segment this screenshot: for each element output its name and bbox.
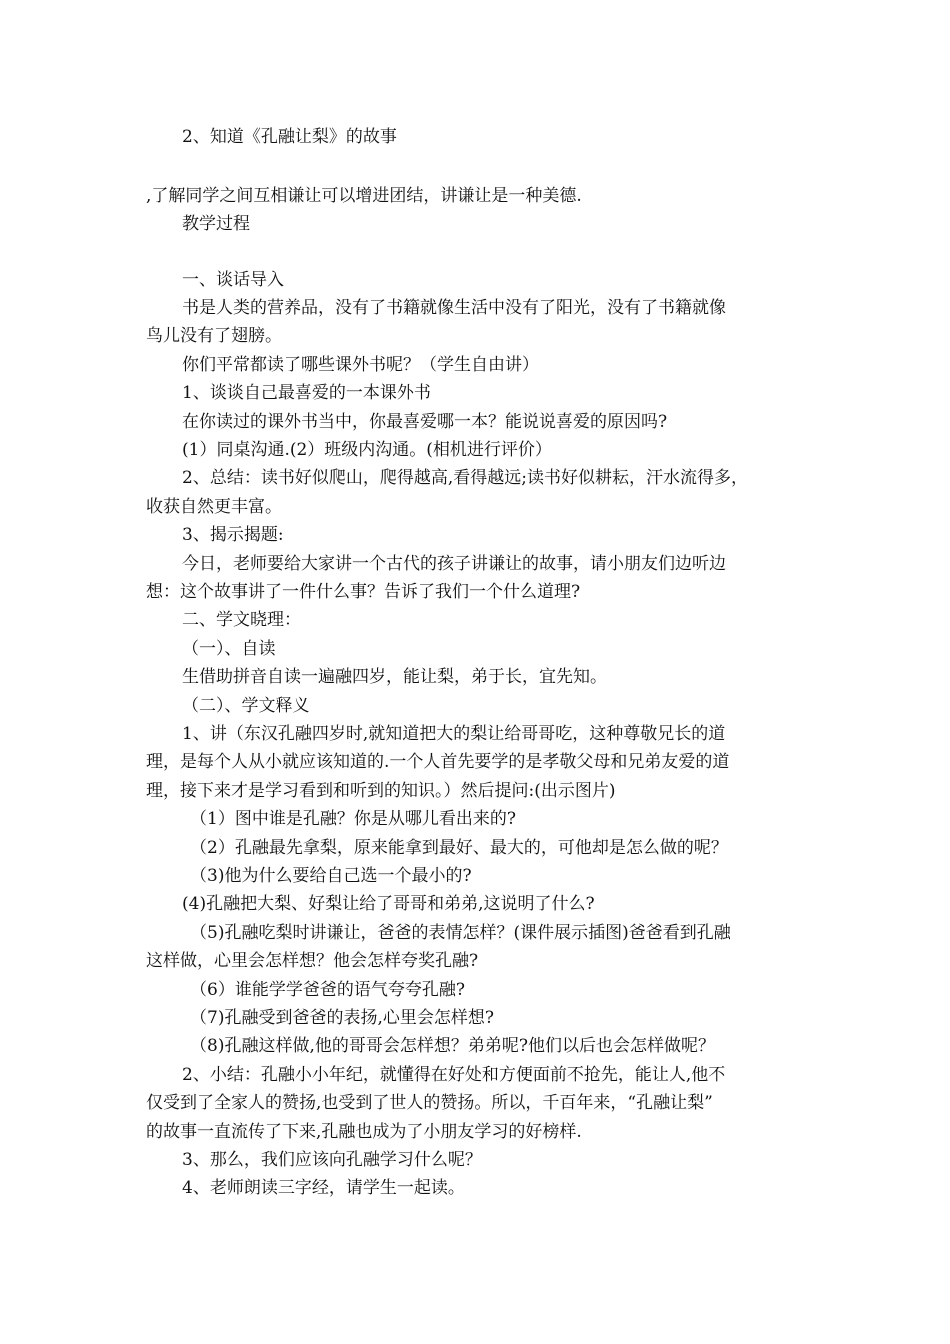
- list-item-heading: 1、谈谈自己最喜爱的一本课外书: [182, 383, 431, 403]
- question-item: （8)孔融这样做,他的哥哥会怎样想？弟弟呢?他们以后也会怎样做呢？: [190, 1036, 715, 1056]
- paragraph-line: 3、那么，我们应该向孔融学习什么呢？: [182, 1150, 482, 1170]
- objective-2-continued: ,了解同学之间互相谦让可以增进团结，讲谦让是一种美德.: [146, 186, 582, 206]
- paragraph-line: 生借助拼音自读一遍融四岁，能让梨，弟于长，宜先知。: [182, 667, 607, 687]
- question-item: （7)孔融受到爸爸的表扬,心里会怎样想?: [190, 1008, 494, 1028]
- paragraph-line: 想：这个故事讲了一件什么事？告诉了我们一个什么道理?: [146, 582, 581, 602]
- section-heading-learn: 二、学文晓理：: [182, 610, 301, 630]
- paragraph-line: 今日，老师要给大家讲一个古代的孩子讲谦让的故事，请小朋友们边听边: [182, 554, 726, 574]
- paragraph-line: 仅受到了全家人的赞扬,也受到了世人的赞扬。所以，千百年来，“孔融让梨”: [146, 1093, 713, 1113]
- paragraph-line: 4、老师朗读三字经，请学生一起读。: [182, 1178, 465, 1198]
- list-item-heading: 3、揭示揭题:: [182, 525, 284, 545]
- paragraph-line: 你们平常都读了哪些课外书呢？（学生自由讲）: [182, 355, 539, 375]
- question-item-continued: 这样做，心里会怎样想？他会怎样夸奖孔融?: [146, 951, 479, 971]
- paragraph-line: (1）同桌沟通.(2）班级内沟通。(相机进行评价）: [182, 440, 552, 460]
- paragraph-line: 1、讲（东汉孔融四岁时,就知道把大的梨让给哥哥吃，这种尊敬兄长的道: [182, 724, 726, 744]
- paragraph-line: 理，接下来才是学习看到和听到的知识。）然后提问:(出示图片): [146, 781, 616, 801]
- paragraph-line: 2、小结：孔融小小年纪，就懂得在好处和方便面前不抢先，能让人,他不: [182, 1065, 726, 1085]
- question-item: （2）孔融最先拿梨，原来能拿到最好、最大的，可他却是怎么做的呢？: [190, 838, 728, 858]
- subsection-heading: （一）、自读: [182, 639, 276, 659]
- section-heading-teaching-process: 教学过程: [182, 214, 250, 234]
- paragraph-line: 理，是每个人从小就应该知道的.一个人首先要学的是孝敬父母和兄弟友爱的道: [146, 752, 730, 772]
- section-heading-intro: 一、谈话导入: [182, 270, 284, 290]
- paragraph-line: 收获自然更丰富。: [146, 497, 282, 517]
- paragraph-line: 在你读过的课外书当中，你最喜爱哪一本？能说说喜爱的原因吗?: [182, 412, 668, 432]
- question-item: （1）图中谁是孔融？你是从哪儿看出来的?: [190, 809, 516, 829]
- paragraph-line: 的故事一直流传了下来,孔融也成为了小朋友学习的好榜样.: [146, 1122, 582, 1142]
- paragraph-line: 书是人类的营养品，没有了书籍就像生活中没有了阳光，没有了书籍就像: [182, 298, 726, 318]
- question-item: （3)他为什么要给自己选一个最小的?: [190, 866, 472, 886]
- subsection-heading: （二）、学文释义: [182, 696, 310, 716]
- objective-2: 2、知道《孔融让梨》的故事: [182, 127, 397, 147]
- paragraph-line: 鸟儿没有了翅膀。: [146, 326, 282, 346]
- question-item: （6）谁能学学爸爸的语气夸夸孔融?: [190, 980, 465, 1000]
- question-item: （5)孔融吃梨时讲谦让，爸爸的表情怎样？(课件展示插图)爸爸看到孔融: [190, 923, 731, 943]
- paragraph-line: 2、总结：读书好似爬山，爬得越高,看得越远;读书好似耕耘，汗水流得多，: [182, 468, 748, 488]
- question-item: (4)孔融把大梨、好梨让给了哥哥和弟弟,这说明了什么?: [182, 894, 595, 914]
